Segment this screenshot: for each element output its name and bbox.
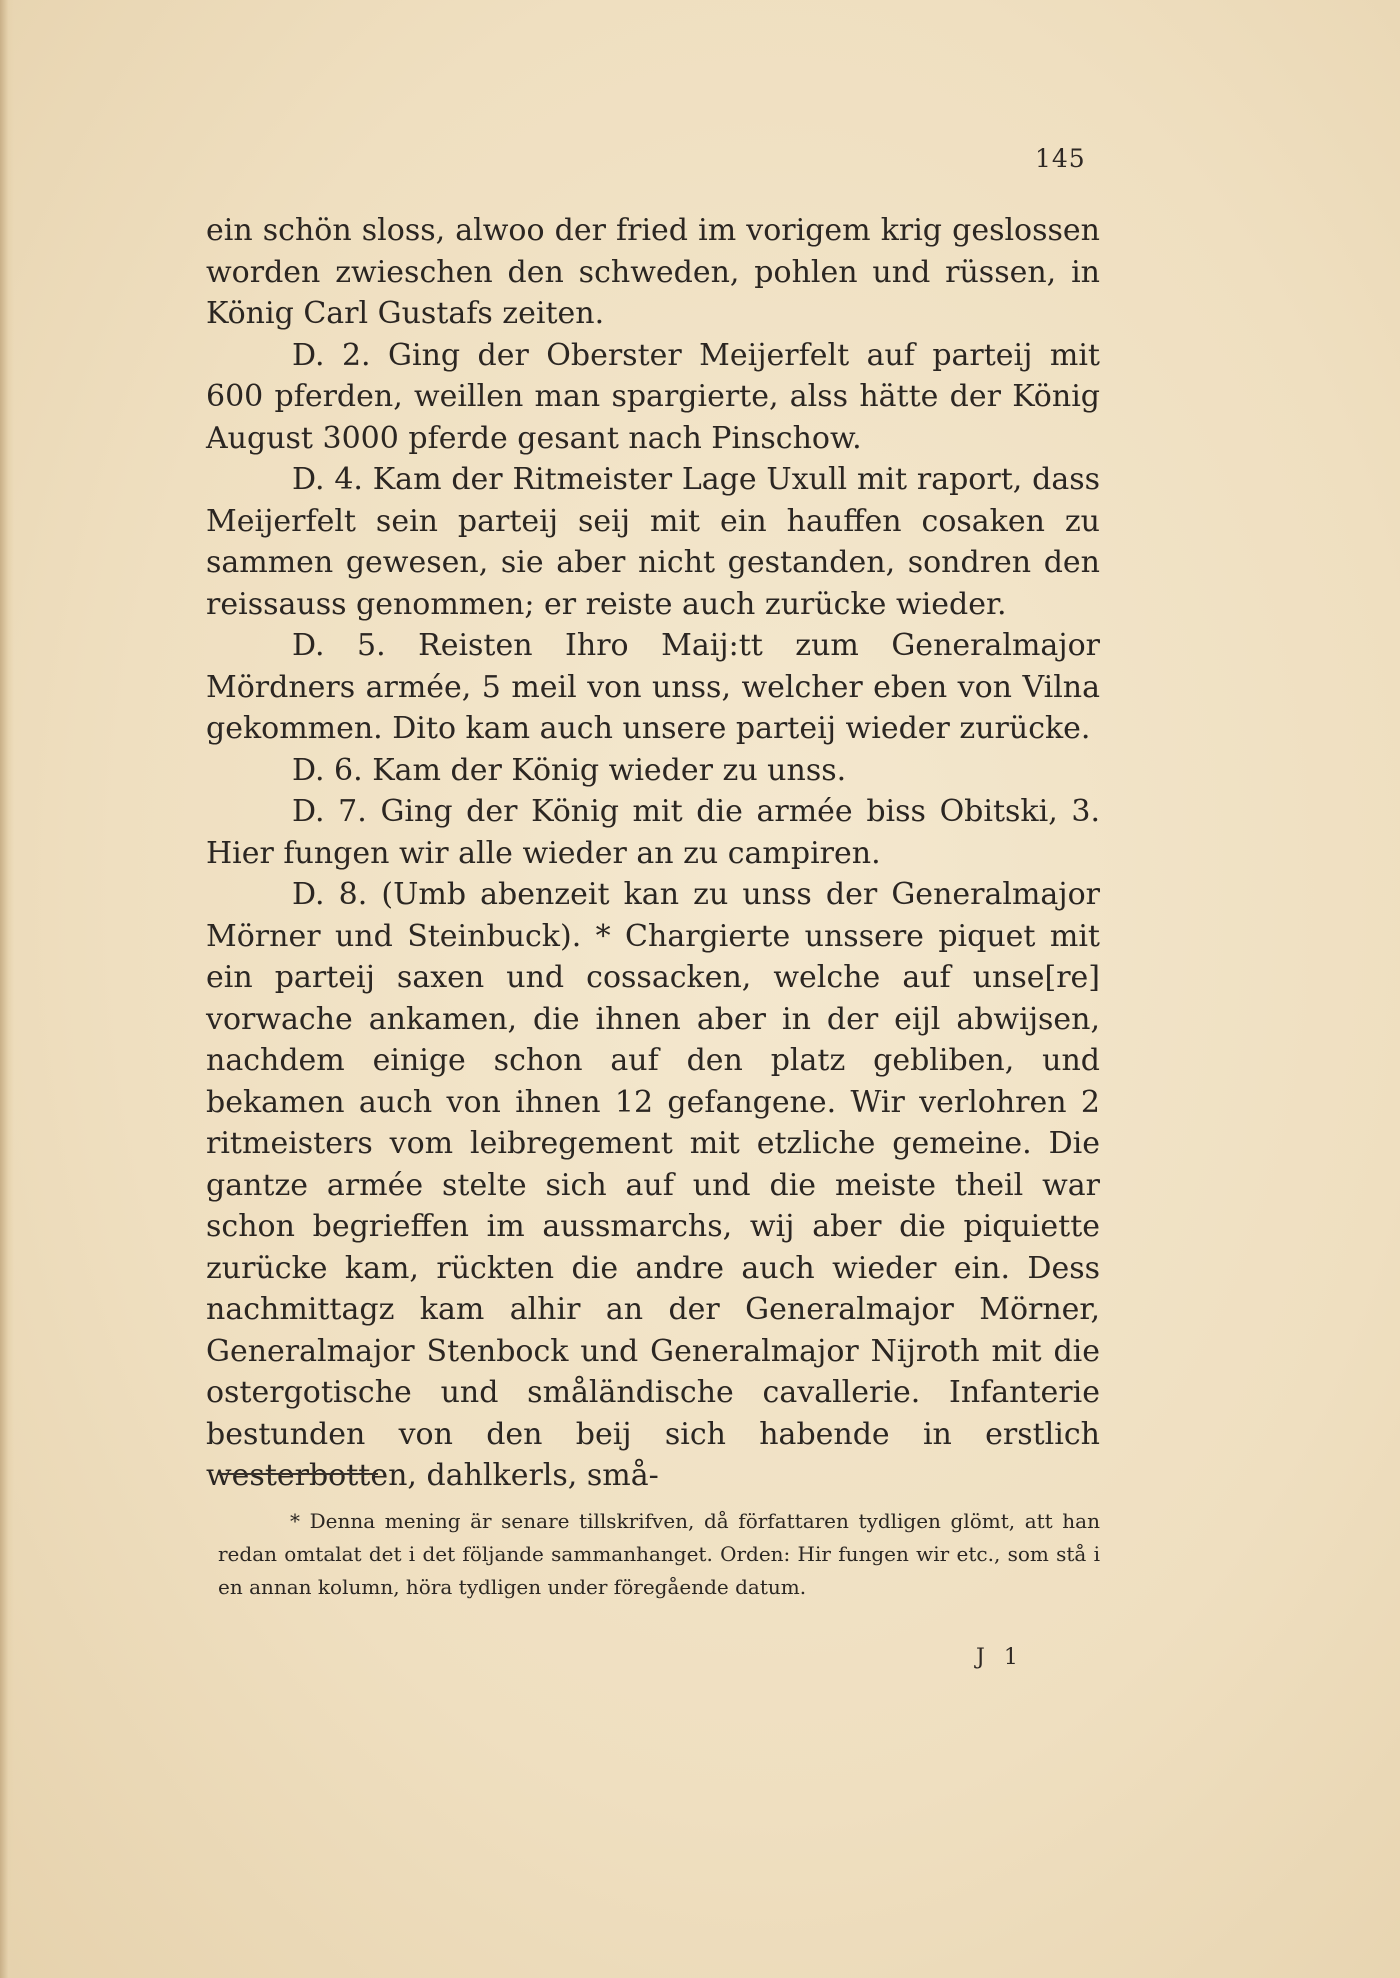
footnote-divider (218, 1473, 378, 1475)
footnote-text: * Denna mening är senare tillskrifven, då författaren tydligen glömt, att han redan omtalat det i det följande sammanhanget. Orden: Hir fungen wir etc., som stå i en annan kolumn, höra tydligen under föregående datum. (218, 1509, 1100, 1599)
footnote (218, 1505, 1100, 1604)
page-edge-shadow (0, 0, 14, 1978)
paragraph-d6: D. 6. Kam der König wieder zu unss. (292, 752, 847, 788)
signature-mark: J 1 (976, 1645, 1024, 1670)
page-number: 145 (1035, 144, 1086, 173)
paragraph-d7: D. 7. Ging der König mit die armée biss Obitski, 3. Hier fungen wir alle wieder an zu campiren. (206, 794, 1100, 871)
paragraph-d5: D. 5. Reisten Ihro Maij:tt zum Generalmajor Mördners armée, 5 meil von unss, welcher eben von Vilna gekommen. Dito kam auch unsere parteij wieder zurücke. (206, 628, 1100, 746)
body-text (206, 210, 1100, 1497)
paragraph-d4: D. 4. Kam der Ritmeister Lage Uxull mit raport, dass Meijerfelt sein parteij seij mit ein hauffen cosaken zu sammen gewesen, sie aber nicht gestanden, sondren den reissauss genommen; er reiste auch zurücke wieder. (206, 462, 1100, 622)
paragraph-continuation: ein schön sloss, alwoo der fried im vorigem krig geslossen worden zwieschen den schweden, pohlen und rüssen, in König Carl Gustafs zeiten. (206, 213, 1100, 331)
paragraph-d8: D. 8. (Umb abenzeit kan zu unss der Generalmajor Mörner und Steinbuck). * Chargierte unssere piquet mit ein parteij saxen und cossacken, welche auf unse[re] vorwache ankamen, die ihnen aber in der eijl abwijsen, nachdem einige schon auf den platz gebliben, und bekamen auch von ihnen 12 gefangene. Wir verlohren 2 ritmeisters vom leibregement mit etzliche gemeine. Die gantze armée stelte sich auf und die meiste theil war schon begrieffen im aussmarchs, wij aber die piquiette zurücke kam, rückten die andre auch wieder ein. Dess nachmittagz kam alhir an der Generalmajor Mörner, Generalmajor Stenbock und Generalmajor Nijroth mit die ostergotische und småländische cavallerie. Infanterie bestunden von den beij sich habende in erstlich westerbotten, dahlkerls, små- (206, 877, 1100, 1493)
paragraph-d2: D. 2. Ging der Oberster Meijerfelt auf parteij mit 600 pferden, weillen man spargierte, alss hätte der König August 3000 pferde gesant nach Pinschow. (206, 337, 1100, 456)
